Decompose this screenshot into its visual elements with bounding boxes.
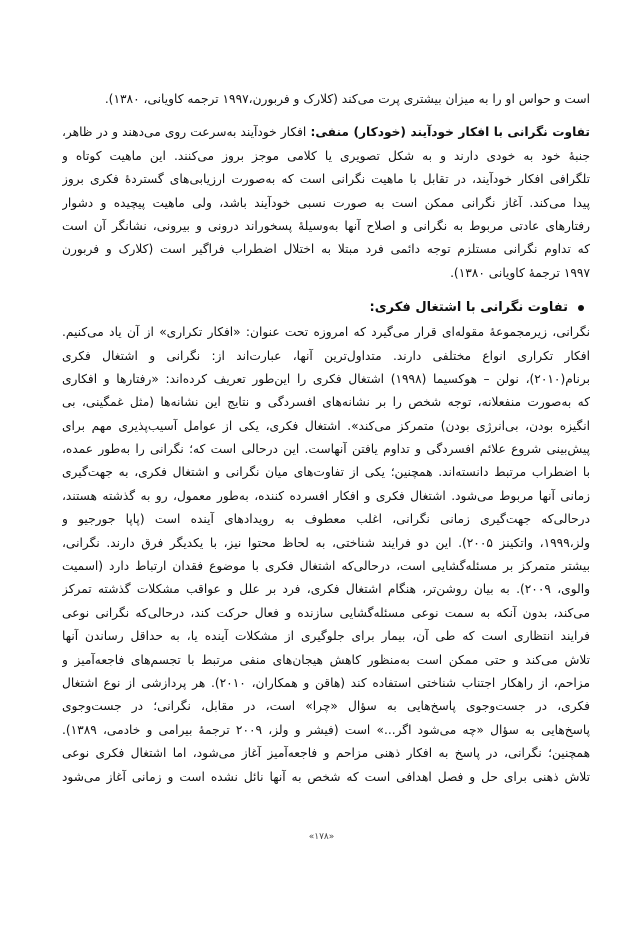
paragraph-line: برنام(۲۰۱۰)، نولن – هوکسیما (۱۹۹۸) اشتغال فکری را این‌طور تعریف کرده‌اند: «رفتارها و افکاری <box>62 371 590 386</box>
paragraph-line: درحالی‌که جهت‌گیری زمانی نگرانی، اغلب معطوف به رویدادهای آینده است (پاپا جورجیو و <box>62 512 590 527</box>
paragraph-line: که تداوم نگرانی مستلزم توجه دائمی فرد مبتلا به اختلال اضطراب فراگیر است (کلارک و فربورن <box>62 242 590 257</box>
paragraph-line: جنبهٔ خود به خودی دارند و به شکل تصویری یا کلامی موجز بروز می‌کنند. این ماهیت کوتاه و <box>62 148 590 163</box>
paragraph-line: رفتارهای عادتی مربوط به نگرانی و اصلاح آنها به‌وسیلهٔ پسخوراند درونی و بیرونی، نشانگر آن است <box>62 218 590 233</box>
paragraph-line: نگرانی، زیرمجموعهٔ مقوله‌ای قرار می‌گیرد که امروزه تحت عنوان: «افکار تکراری» از آن یاد می‌کنیم. <box>62 325 590 340</box>
paragraph-line: فرایند انتظاری است که طی آن، بیمار برای جلوگیری از مشکلات آینده یا، به حداقل رساندن آنها <box>62 629 590 644</box>
section-title-inline: تفاوت نگرانی با افکار خودآیند (خودکار) منفی: <box>310 125 590 140</box>
document-page <box>62 88 590 789</box>
paragraph-line: فکری، در جست‌وجوی پاسخ‌هایی به سؤال «چرا» است، در مقابل، نگرانی؛ در جست‌وجوی <box>62 699 590 714</box>
bullet-icon <box>578 305 584 311</box>
paragraph-line: والوی، ۲۰۰۹). به بیان روشن‌تر، هنگام اشتغال فکری، فرد بر علل و عواقب مشکلات گذشته تمرکز <box>62 582 590 597</box>
paragraph-line: می‌کند، بدون آنکه به سمت نوعی مسئله‌گشایی سازنده و فعال حرکت کند، درحالی‌که نگرانی نوعی <box>62 605 590 620</box>
paragraph-line: ۱۹۹۷ ترجمهٔ کاویانی ۱۳۸۰). <box>450 265 590 280</box>
paragraph-line: پیش‌بینی شروع علائم افسردگی و تداوم یافتن آنهاست. این درحالی است که؛ نگرانی را به‌طور عمده، <box>62 442 590 457</box>
paragraph-line: انگیزه بودن، بی‌انرژی بودن) متمرکز می‌کند». اشتغال فکری، یکی از عوامل آسیب‌پذیری مهم برای <box>62 418 590 433</box>
paragraph-line: مزاحم، از راهکار اجتناب شناختی استفاده کند (هاقن و همکاران، ۲۰۱۰). هر پردازشی از نوع اشتغال <box>62 675 590 690</box>
paragraph-line-text: افکار خودآیند به‌سرعت روی می‌دهند و در ظاهر، <box>62 125 311 140</box>
paragraph-line: بیشتر متمرکز بر مسئله‌گشایی است، درحالی‌که اشتغال فکری با موضوع فقدان ارتباط دارد (اسمیت <box>62 559 590 574</box>
paragraph-line: زمانی آنها مربوط می‌شود. اشتغال فکری و افکار افسرده کننده، به‌طور معمول، رو به گذشته هستند، <box>62 488 590 503</box>
paragraph-line: پاسخ‌هایی به سؤال «چه می‌شود اگر...» است (فیشر و ولز، ۲۰۰۹ ترجمهٔ بیرامی و خادمی، ۱۳۸۹). <box>62 722 590 737</box>
section-heading <box>62 295 590 321</box>
paragraph-spacer <box>62 285 590 295</box>
paragraph-line: است و حواس او را به میزان بیشتری پرت می‌کند (کلارک و فربورن،۱۹۹۷ ترجمه کاویانی، ۱۳۸۰). <box>104 92 590 106</box>
page-number: «۱۷۸» <box>308 832 335 842</box>
paragraph-line: ولز،۱۹۹۹، واتکینز ۲۰۰۵). این دو فرایند شناختی، به لحاظ محتوا نیز، با یکدیگر فرق دارند. نگرانی، <box>62 535 590 550</box>
paragraph-line: با اضطراب مرتبط دانسته‌اند. همچنین؛ یکی از تفاوت‌های میان نگرانی و اشتغال فکری، به جهت‌گیری <box>62 465 590 480</box>
paragraph-line: تلگرافی افکار خودآیند، در تقابل با ماهیت نگرانی است که به‌صورت ارزیابی‌های گستردهٔ فکری بروز <box>62 172 590 187</box>
paragraph-line: که به‌صورت منفعلانه، توجه شخص را بر نشانه‌های افسردگی و نتایج این نشانه‌ها (مثل غمگینی، بی <box>62 395 590 410</box>
paragraph-line: همچنین؛ نگرانی، در پاسخ به افکار ذهنی مزاحم و فاجعه‌آمیز آغاز می‌شود، اما اشتغال فکری نوعی <box>62 746 590 761</box>
section-heading-text: تفاوت نگرانی با اشتغال فکری: <box>369 300 568 316</box>
paragraph-line: افکار تکراری انواع مختلفی دارند. متداول‌ترین آنها، عبارت‌اند از: نگرانی و اشتغال فکری <box>62 348 590 363</box>
paragraph-line: پیدا می‌کند. آغاز نگرانی ممکن است به صورت نسبی خودآیند باشد، ولی ماهیت پیچیده و دشوار <box>62 195 590 210</box>
paragraph-line <box>62 121 590 144</box>
paragraph-line: تلاش ذهنی برای حل و فصل اهدافی است که شخص به آنها نائل نشده است و زمانی آغاز می‌شود <box>62 769 590 784</box>
paragraph-spacer <box>62 111 590 121</box>
paragraph-line: تلاش می‌کند و حتی ممکن است به‌منظور کاهش هیجان‌های منفی مرتبط با تجسم‌های فاجعه‌آمیز و <box>62 652 590 667</box>
